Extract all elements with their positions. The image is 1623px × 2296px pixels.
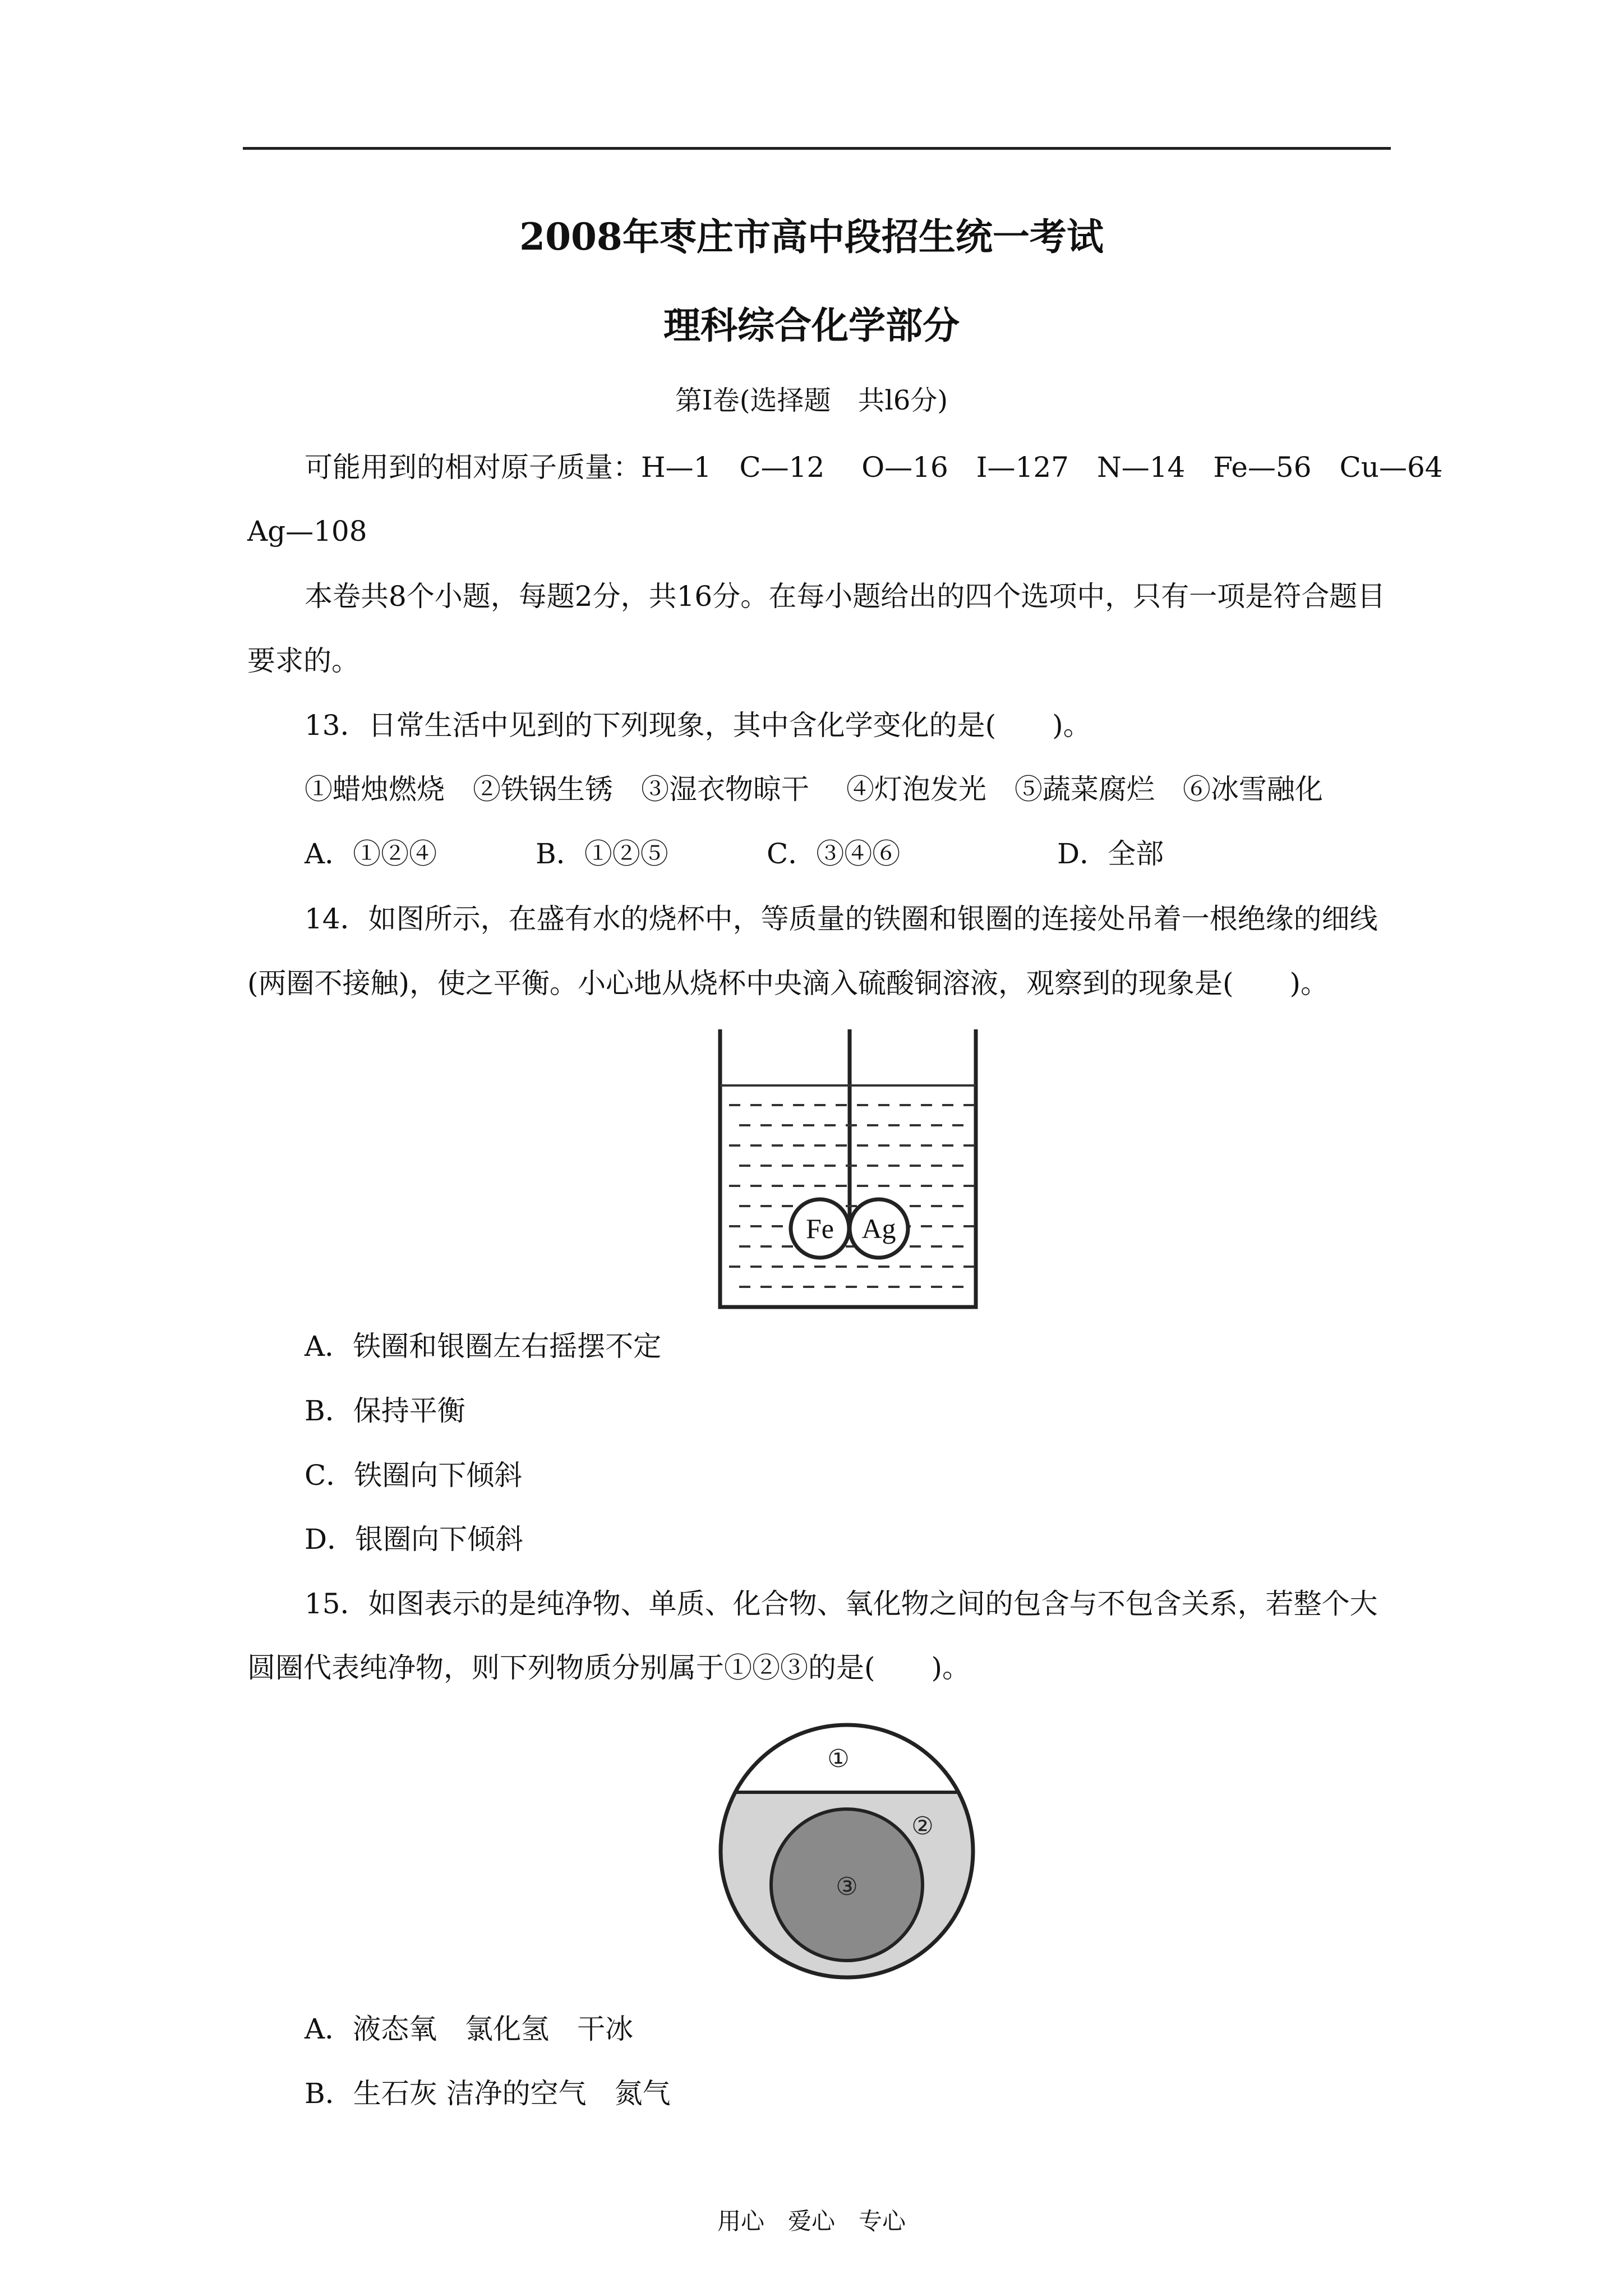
q13-option-d: D．全部 [1057,838,1164,870]
region-2-label: ② [911,1812,934,1841]
exam-subject: 理科综合化学部分 [663,303,960,347]
q13-option-a: A．①②④ [305,838,437,870]
q13-option-c: C．③④⑥ [767,838,901,870]
beaker-figure [712,1024,987,1315]
q14-option-c: C．铁圈向下倾斜 [305,1459,523,1492]
atomic-masses-line2: Ag—108 [247,515,367,547]
exam-title: 2008年枣庄市高中段招生统一考试 [519,215,1104,259]
q14-option-b: B．保持平衡 [305,1395,465,1427]
q13-stem: 13．日常生活中见到的下列现象，其中含化学变化的是( )。 [305,709,1091,742]
q14-stem-line1: 14．如图所示，在盛有水的烧杯中，等质量的铁圈和银圈的连接处吊着一根绝缘的细线 [305,903,1378,935]
region-3-label: ③ [836,1872,858,1901]
q14-option-d: D．银圈向下倾斜 [305,1523,524,1556]
atomic-masses-line1: 可能用到的相对原子质量：H—1 C—12 O—16 I—127 N—14 Fe—56 Cu—64 [305,451,1443,484]
page-footer: 用心 爱心 专心 [717,2207,906,2235]
iron-ring-label: Fe [806,1213,834,1244]
region-1-label: ① [827,1745,850,1773]
classification-figure [712,1717,981,1986]
q14-stem-line2: (两圈不接触)，使之平衡。小心地从烧杯中央滴入硫酸铜溶液，观察到的现象是( )。 [247,967,1329,1000]
instructions-line1: 本卷共8个小题，每题2分，共16分。在每小题给出的四个选项中，只有一项是符合题目 [305,580,1386,613]
section-heading: 第Ⅰ卷(选择题 共l6分) [675,385,948,416]
q14-option-a: A．铁圈和银圈左右摇摆不定 [305,1330,662,1363]
q15-option-a: A．液态氧 氯化氢 干冰 [305,2013,634,2045]
silver-ring-label: Ag [861,1213,896,1244]
q15-option-b: B．生石灰 洁净的空气 氮气 [305,2077,671,2110]
q13-option-b: B．①②⑤ [536,838,668,870]
q13-items: ①蜡烛燃烧 ②铁锅生锈 ③湿衣物晾干 ④灯泡发光 ⑤蔬菜腐烂 ⑥冰雪融化 [305,773,1323,806]
q15-stem-line2: 圆圈代表纯净物，则下列物质分别属于①②③的是( )。 [247,1651,971,1684]
top-rule [243,147,1391,150]
q15-stem-line1: 15．如图表示的是纯净物、单质、化合物、氧化物之间的包含与不包含关系，若整个大 [305,1588,1378,1620]
water-dashes [729,1105,975,1287]
instructions-line2: 要求的。 [247,645,359,677]
